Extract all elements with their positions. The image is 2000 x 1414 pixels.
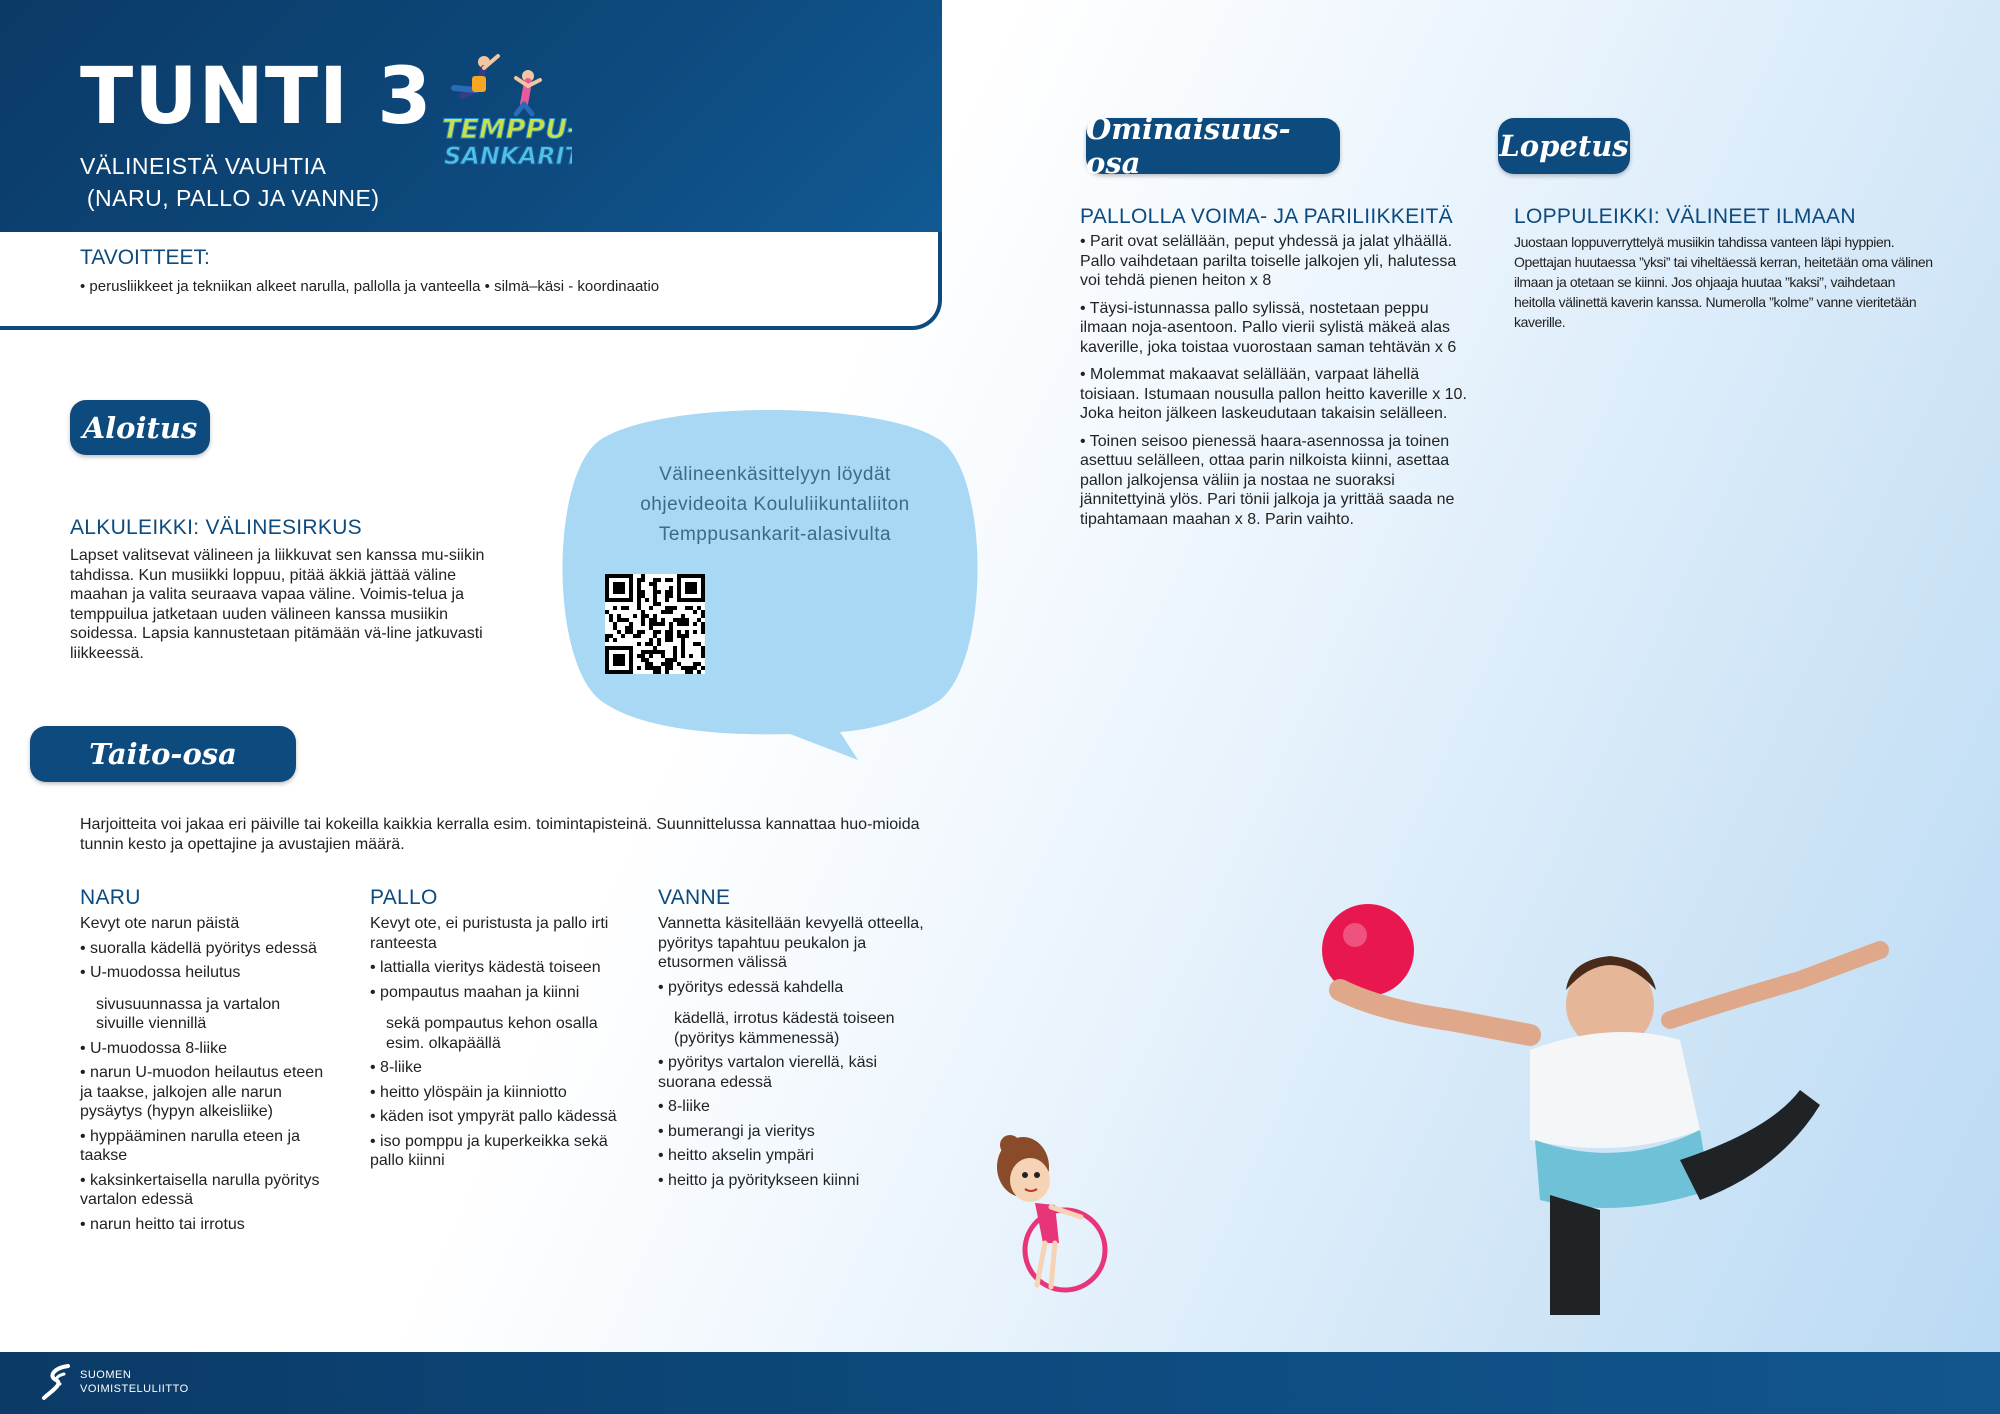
- naru-item-1: • suoralla kädellä pyöritys edessä: [80, 939, 317, 957]
- voimisteluliitto-logo-icon: [40, 1362, 74, 1402]
- pallo-item-2: • pompautus maahan ja kiinni: [370, 983, 580, 1001]
- aloitus-text: Lapset valitsevat välineen ja liikkuvat sen kanssa mu-siikin tahdissa. Kun musiikki loppuu, pitää äkkiä jättää väline maahan ja valita seuraava vapaa väline. Voimis-telua ja temppuilua jatketaan uuden välineen kanssa musiikin soidessa. Lapsia kannustetaan pitämään vä-line jatkuvasti liikkeessä.: [70, 547, 485, 662]
- vanne-item-6: • heitto akselin ympäri: [658, 1147, 814, 1164]
- lesson-subtitle-line2: (NARU, PALLO JA VANNE): [80, 185, 380, 211]
- bubble-line1: Välineenkäsittelyyn löydät: [659, 464, 891, 485]
- bubble-line3: Temppusankarit-alasivulta: [658, 524, 892, 545]
- gymnast-photo: [1300, 890, 1900, 1330]
- bubble-text: [600, 460, 950, 550]
- naru-item-4: • U-muodossa 8-liike: [80, 1039, 227, 1057]
- footer-line1: SUOMEN: [80, 1369, 132, 1381]
- naru-item-8: • narun heitto tai irrotus: [80, 1215, 245, 1233]
- ominaisuus-pill: Ominaisuus-osa: [1086, 118, 1340, 174]
- footer-line2: VOIMISTELULIITTO: [80, 1383, 189, 1395]
- naru-title: NARU: [80, 886, 141, 909]
- pallo-column: [370, 888, 640, 1176]
- girl-with-hoop-illustration: [985, 1135, 1115, 1310]
- ominaisuus-item-3: • Molemmat makaavat selällään, varpaat lähellä toisiaan. Istumaan nousulla pallon heitto kaverille x 10. Joka heiton jälkeen laskeudutaan takaisin selälleen.: [1080, 366, 1467, 422]
- pallo-item-7: • iso pomppu ja kuperkeikka sekä pallo kiinni: [370, 1132, 608, 1169]
- naru-item-3: sivusuunnassa ja vartalon sivuille viennillä: [96, 995, 281, 1032]
- naru-intro: Kevyt ote narun päistä: [80, 915, 240, 932]
- goals-title: TAVOITTEET:: [80, 246, 210, 269]
- vanne-title: VANNE: [658, 886, 731, 909]
- footer-org-name: [80, 1368, 189, 1396]
- ominaisuus-item-1: • Parit ovat selällään, peput yhdessä ja jalat ylhäällä. Pallo vaihdetaan parilta toiselle jalkojen yli, halutessa voi tehdä pienen heiton x 8: [1080, 233, 1457, 289]
- qr-code[interactable]: [605, 574, 705, 674]
- naru-column: [80, 888, 325, 1239]
- taito-intro: Harjoitteita voi jakaa eri päiville tai kokeilla kaikkia kerralla esim. toimintapisteinä. Suunnittelussa kannattaa huo-mioida tunnin kesto ja opettajine ja avustajien määrä.: [80, 816, 920, 853]
- ominaisuus-title: PALLOLLA VOIMA- JA PARILIIKKEITÄ: [1080, 205, 1453, 228]
- bubble-line2: ohjevideoita Koululiikuntaliiton: [640, 494, 910, 515]
- naru-item-2: • U-muodossa heilutus: [80, 964, 241, 981]
- logo-text-line2: SANKARIT: [444, 142, 572, 170]
- pallo-intro: Kevyt ote, ei puristusta ja pallo irti ranteesta: [370, 915, 609, 952]
- pallo-title: PALLO: [370, 886, 438, 909]
- vanne-item-5: • bumerangi ja vieritys: [658, 1122, 815, 1140]
- footer-bar: [0, 1352, 2000, 1414]
- ominaisuus-item-2: • Täysi-istunnassa pallo sylissä, nostetaan peppu ilmaan noja-asentoon. Pallo vierii sylistä mäkeä alas kaverille, joka toistaa vuorostaan saman tehtävän x 6: [1080, 299, 1457, 356]
- taito-pill: Taito-osa: [30, 726, 296, 782]
- lesson-title: TUNTI 3: [80, 52, 433, 142]
- naru-item-6: • hyppääminen narulla eteen ja taakse: [80, 1127, 300, 1164]
- vanne-item-3: • pyöritys vartalon vierellä, käsi suorana edessä: [658, 1054, 878, 1091]
- aloitus-title: ALKULEIKKI: VÄLINESIRKUS: [70, 516, 362, 539]
- pallo-item-4: • 8-liike: [370, 1059, 422, 1076]
- goals-text: • perusliikkeet ja tekniikan alkeet narulla, pallolla ja vanteella • silmä–käsi - koordinaatio: [80, 278, 660, 295]
- lopetus-text: Juostaan loppuverryttelyä musiikin tahdissa vanteen läpi hyppien. Opettajan huutaessa ”yksi” tai viheltäessä kerran, heitetään oma välinen ilmaan ja otetaan se kiinni. Jos ohjaaja huutaa ”kaksi”, vaihdetaan heitolla välinettä kaverin kanssa. Numerolla ”kolme” vanne vieritetään kaverille.: [1514, 234, 1933, 330]
- vanne-item-2: kädellä, irrotus kädestä toiseen (pyöritys kämmenessä): [674, 1010, 895, 1047]
- pallo-item-6: • käden isot ympyrät pallo kädessä: [370, 1108, 617, 1125]
- lesson-subtitle-line1: VÄLINEISTÄ VAUHTIA: [80, 153, 327, 179]
- ominaisuus-list: [1080, 232, 1480, 534]
- pallo-item-3: sekä pompautus kehon osalla esim. olkapäällä: [386, 1015, 598, 1052]
- naru-item-5: • narun U-muodon heilautus eteen ja taakse, jalkojen alle narun pysäytys (hypyn alkeisliike): [80, 1064, 324, 1120]
- lopetus-title: LOPPULEIKKI: VÄLINEET ILMAAN: [1514, 205, 1856, 228]
- vanne-item-4: • 8-liike: [658, 1098, 710, 1115]
- vanne-item-7: • heitto ja pyöritykseen kiinni: [658, 1171, 860, 1189]
- vanne-intro: Vannetta käsitellään kevyellä otteella, pyöritys tapahtuu peukalon ja etusormen välissä: [658, 915, 924, 971]
- naru-item-7: • kaksinkertaisella narulla pyöritys vartalon edessä: [80, 1171, 320, 1208]
- lopetus-pill: Lopetus: [1498, 118, 1630, 174]
- pallo-item-1: • lattialla vieritys kädestä toiseen: [370, 959, 601, 976]
- aloitus-pill: Aloitus: [70, 400, 210, 455]
- vanne-column: [658, 888, 928, 1195]
- pallo-item-5: • heitto ylöspäin ja kiinniotto: [370, 1083, 567, 1101]
- temppusankarit-logo: [432, 48, 572, 178]
- ominaisuus-item-4: • Toinen seisoo pienessä haara-asennossa ja toinen asettuu selälleen, ottaa parin nilkoista kiinni, asettaa pallon jalkojensa väliin ja nostaa ne suoraksi jännitettyinä ylös. Pari tönii jalkoja ja yrittää saada ne tipahtamaan maahan x 8. Parin vaihto.: [1080, 432, 1455, 528]
- vanne-item-1: • pyöritys edessä kahdella: [658, 978, 844, 996]
- logo-text-line1: TEMPPU-: [442, 114, 572, 145]
